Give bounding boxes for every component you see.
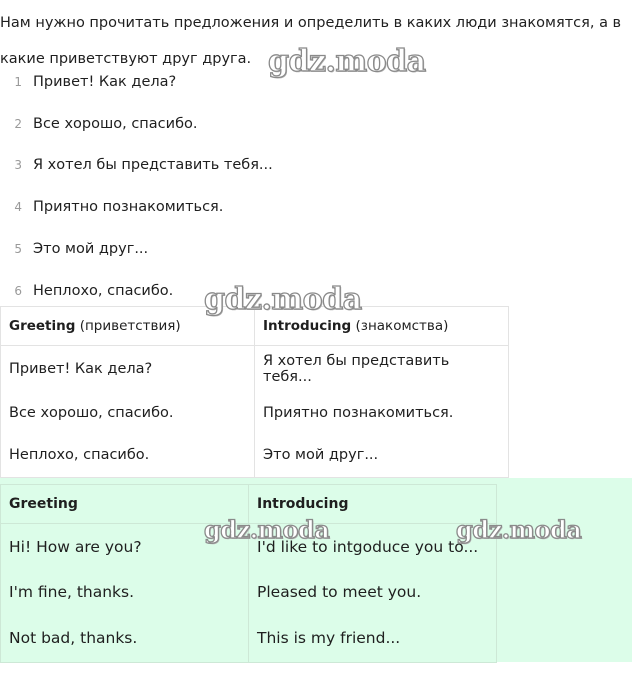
table-row <box>1 346 509 393</box>
english-table <box>0 484 497 663</box>
table-cell: Pleased to meet you. <box>249 569 497 614</box>
table-row <box>1 433 509 478</box>
table-row <box>1 392 509 433</box>
sentence-list <box>0 61 273 312</box>
watermark: gdz.moda <box>204 515 330 544</box>
list-item <box>0 228 273 270</box>
list-text: Привет! Как дела? <box>33 73 177 90</box>
list-item <box>0 61 273 103</box>
greeting-header: Greeting <box>1 485 249 524</box>
list-number: 6 <box>14 283 22 298</box>
list-number: 3 <box>14 158 22 173</box>
table-cell: Привет! Как дела? <box>1 346 255 393</box>
list-item <box>0 103 273 145</box>
list-number: 1 <box>14 74 22 89</box>
table-cell: Я хотел бы представить тебя... <box>255 346 509 393</box>
introducing-header: Introducing <box>249 485 497 524</box>
list-text: Неплохо, спасибо. <box>33 282 174 299</box>
list-number: 5 <box>14 242 22 257</box>
greeting-header: Greeting (приветствия) <box>1 307 255 346</box>
list-text: Это мой друг... <box>33 241 149 258</box>
table-cell: Приятно познакомиться. <box>255 392 509 433</box>
table-cell: Неплохо, спасибо. <box>1 433 255 478</box>
introducing-header: Introducing (знакомства) <box>255 307 509 346</box>
table-row <box>1 614 497 663</box>
list-text: Приятно познакомиться. <box>33 199 224 216</box>
watermark: gdz.moda <box>268 44 426 79</box>
russian-table <box>0 306 509 478</box>
list-text: Все хорошо, спасибо. <box>33 115 198 132</box>
table-cell: I'm fine, thanks. <box>1 569 249 614</box>
table-cell: This is my friend... <box>249 614 497 663</box>
list-item <box>0 145 273 187</box>
list-text: Я хотел бы представить тебя... <box>33 157 273 174</box>
table-cell: Hi! How are you? <box>1 524 249 570</box>
list-item <box>0 186 273 228</box>
watermark: gdz.moda <box>204 282 362 317</box>
watermark: gdz.moda <box>456 515 582 544</box>
table-cell: Это мой друг... <box>255 433 509 478</box>
table-row <box>1 569 497 614</box>
table-cell: Not bad, thanks. <box>1 614 249 663</box>
list-number: 4 <box>14 200 22 215</box>
list-number: 2 <box>14 116 22 131</box>
table-cell: I'd like to intgoduce you to... <box>249 524 497 570</box>
task-description: Нам нужно прочитать предложения и определить в каких люди знакомятся, а в какие приветствуют друг друга. <box>0 15 622 67</box>
answer-block <box>0 478 632 662</box>
table-cell: Все хорошо, спасибо. <box>1 392 255 433</box>
